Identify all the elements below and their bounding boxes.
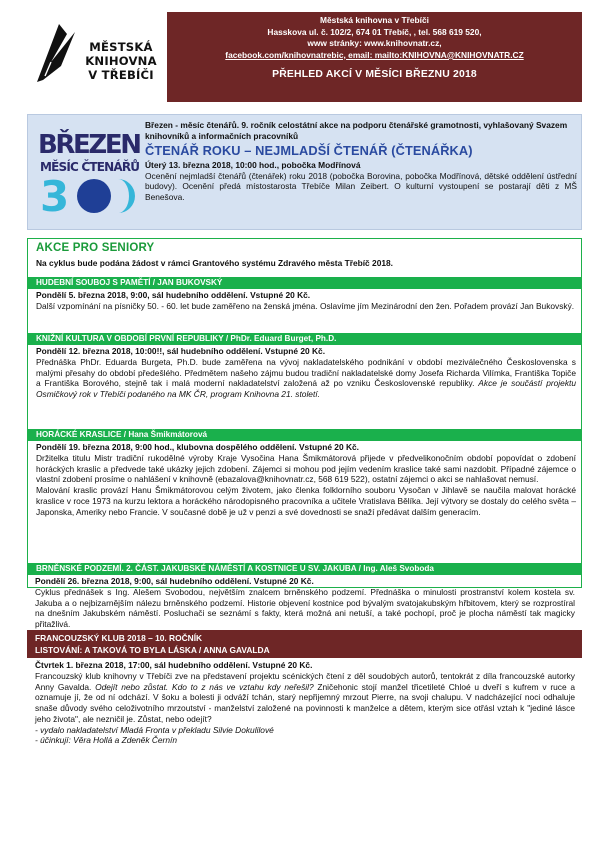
event-description-text: Přednáška PhDr. Eduarda Burgeta, Ph.D. bude zaměřena na vývoj nakladatelského podnikání v období meziválečného Československa s malými přesahy do období předešlého. Předmětem našeho zájmu budou tradiční nakladatelské domy Josefa Richarda Vilímka, Františka Topiče a Františka Borového, stejně tak i malá moderní nakladatelství založená až po vzniku Československé republiky. [36, 356, 576, 389]
library-website[interactable]: www stránky: www.knihovnatr.cz, [307, 38, 442, 49]
club-text-a: Francouzský klub knihovny v Třebíči zve na představení projektu scénických čtení z děl soudobých autorů, tentokrát z díla francouzské autorky Anny Gavalda. [35, 670, 575, 692]
event-description: Cyklus přednášek s Ing. Alešem Svobodou, největším znalcem brněnského podzemí. Přednáška o minulosti prostranství kolem kostela sv. Jakuba a o nejbizarnějším nálezu brněnského podzemí. Historie objevení kostnice pod bývalým svatojakubským hřbitovem, který se rozprostíral na dnešním Jakubském náměstí. Posluchači se seznámí s fakty, která možná ani netuší, a také pochopí, proč je plocha náměstí tak magicky přitažlivá. [35, 586, 575, 629]
event-memory-duel [36, 290, 576, 312]
club-header-bar [27, 630, 582, 658]
club-event-title: LISTOVÁNÍ: A TAKOVÁ TO BYLA LÁSKA / ANNA GAVALDA [35, 645, 270, 655]
logo-digit: 3 [40, 172, 70, 221]
month-of-readers-box [27, 114, 582, 230]
club-description [35, 671, 575, 725]
logo-text [81, 40, 161, 82]
event-description-2: Malování kraslic provází Hanu Šmikmátorovou celým životem, jako členka folklorního souboru Vysočan v Jihlavě se naučila malovat horácké kraslice v roce 1973 na kurzu lektora a horáckého národopisného pracovníka a učitele Vratislava Bělíka. Její výtvory se dostaly do celého světa – Japonska, Ameriky nebo Francie. V současné době je už v penzi a své dovednosti se snaží předávat dalším generacím. [36, 485, 576, 517]
club-body [35, 660, 575, 746]
event-date: Pondělí 12. března 2018, 10:00!!, sál hudebního oddělení. Vstupné 20 Kč. [36, 346, 326, 356]
library-social-email[interactable]: facebook.com/knihovnatrebic, email: mailto:KNIHOVNA@KNIHOVNATR.CZ [225, 49, 524, 60]
event-date: Pondělí 19. března 2018, 9:00 hod., klubovna dospělého oddělení. Vstupné 20 Kč. [36, 442, 359, 452]
event-description [36, 357, 576, 400]
month-event-description: Ocenění nejmladší čtenářů (čtenářek) roku 2018 (pobočka Borovina, pobočka Modřínová, dětské oddělení ústřední budovy). Ocenění předá místostarosta Třebíče Milan Zeibert. O kulturní vystoupení se postarají děti z MŠ Benešova. [145, 170, 577, 203]
page-title: PŘEHLED AKCÍ V MĚSÍCI BŘEZNU 2018 [272, 69, 477, 81]
logo-line-2: KNIHOVNA [85, 54, 157, 69]
library-address: Hasskova ul. č. 102/2, 674 01 Třebíč, , tel. 568 619 520, [267, 26, 482, 37]
library-logo [27, 12, 162, 102]
seniors-title: AKCE PRO SENIORY [36, 242, 155, 254]
logo-sub: MĚSÍC ČTENÁŘŮ [40, 160, 140, 174]
french-club-section [27, 630, 582, 855]
event-bar-memory-duel: HUDEBNÍ SOUBOJ S PAMĚTÍ / JAN BUKOVSKÝ [28, 277, 581, 289]
month-event-date: Úterý 13. března 2018, 10:00 hod., pobočka Modřínová [145, 159, 361, 170]
event-easter-eggs [36, 442, 576, 517]
event-bar-book-culture: KNIŽNÍ KULTURA V OBDOBÍ PRVNÍ REPUBLIKY / PhDr. Eduard Burget, Ph.D. [28, 333, 581, 345]
event-bar-brno-underground: BRNĚNSKÉ PODZEMÍ. 2. ČÁST. JAKUBSKÉ NÁMĚSTÍ A KOSTNICE U SV. JAKUBA / Ing. Aleš Svoboda [28, 563, 581, 575]
club-credit-publisher: - vydalo nakladatelství Mladá Fronta v překladu Silvie Dokulilové [35, 724, 274, 735]
event-date: Pondělí 26. března 2018, 9:00, sál hudebního oddělení. Vstupné 20 Kč. [35, 576, 314, 586]
logo-crescent [118, 179, 135, 213]
club-text-italic: Odejít nebo zůstat. Kdo to z nás ve vztahu kdy neřešil? [95, 681, 314, 692]
event-brno-underground [35, 576, 575, 630]
seniors-section [27, 238, 582, 588]
event-book-culture [36, 346, 576, 400]
event-date: Pondělí 5. března 2018, 9:00, sál hudebního oddělení. Vstupné 20 Kč. [36, 290, 311, 300]
logo-line-3: V TŘEBÍČI [88, 68, 154, 83]
event-description: Další vzpomínání na písničky 50. - 60. let bude zaměřeno na ženská jména. Oslavíme jím Mezinárodní den žen. Pořadem provází Jan Bukovský. [36, 300, 575, 311]
header-contact-block [167, 12, 582, 102]
club-credit-cast: - účinkují: Věra Hollá a Zdeněk Černín [35, 735, 177, 746]
brezen-logo [36, 123, 159, 223]
seniors-subtitle: Na cyklus bude podána žádost v rámci Grantového systému Zdravého města Třebíč 2018. [36, 258, 393, 268]
month-text [145, 120, 577, 203]
event-description: Držitelka titulu Mistr tradiční rukodělné výroby Kraje Vysočina Hana Šmikmátorová přijede v předvelikonočním období popovídat o zdobení horáckých kraslic a předvede také ukázky jejich zdobení. Zájemci si mohou pod jejím vedením kraslice také sami nazdobit. Případné zájemce o vlastní zdobení prosíme o nahlášení v knihovně (ebazalova@knihovnatr.cz, 568 619 522), ostatní zájemci o akci se nahlašovat nemusí. [36, 452, 576, 485]
club-text-b: Zničehonic stojí manžel třicetileté Chloé u dveří s kufrem v ruce a oznamuje jí, že od ní odchází. V šoku a bolesti ji odváží tchán, starý nepřijemný mrzout Pierre, na svoji chalupu. V nadcházející noci odhaluje snaše důvody svého celoživotního mrzoutství - manželství založené na povinnosti k manželce a dětem, kterým sice otřásl vztah k "jediné lásce jeho života", ale nezničil je. Zůstat, nebo odejít? [35, 681, 576, 724]
page-header [27, 12, 582, 102]
logo-line-1: MĚSTSKÁ [89, 40, 153, 54]
month-intro: Březen - měsíc čtenářů. 9. ročník celostátní akce na podporu čtenářské gramotnosti, vyhlašovaný Svazem knihovníků a informačních pracovníků [145, 120, 568, 141]
month-event-title: ČTENÁŘ ROKU – NEJMLADŠÍ ČTENÁŘ (ČTENÁŘKA) [145, 142, 473, 158]
club-title: FRANCOUZSKÝ KLUB 2018 – 10. ROČNÍK [35, 633, 203, 643]
logo-circle [77, 179, 111, 213]
library-name: Městská knihovna v Třebíči [320, 15, 429, 25]
event-project-note: Akce je součástí projektu Osmičkový rok v Třebíči podaného na MK ČR, program Knihovna 21. století. [36, 378, 577, 399]
club-event-date: Čtvrtek 1. března 2018, 17:00, sál hudebního oddělení. Vstupné 20 Kč. [35, 660, 313, 670]
logo-word: BŘEZEN [38, 130, 142, 160]
event-bar-easter-eggs: HORÁCKÉ KRASLICE / Hana Šmikmátorová [28, 429, 581, 441]
